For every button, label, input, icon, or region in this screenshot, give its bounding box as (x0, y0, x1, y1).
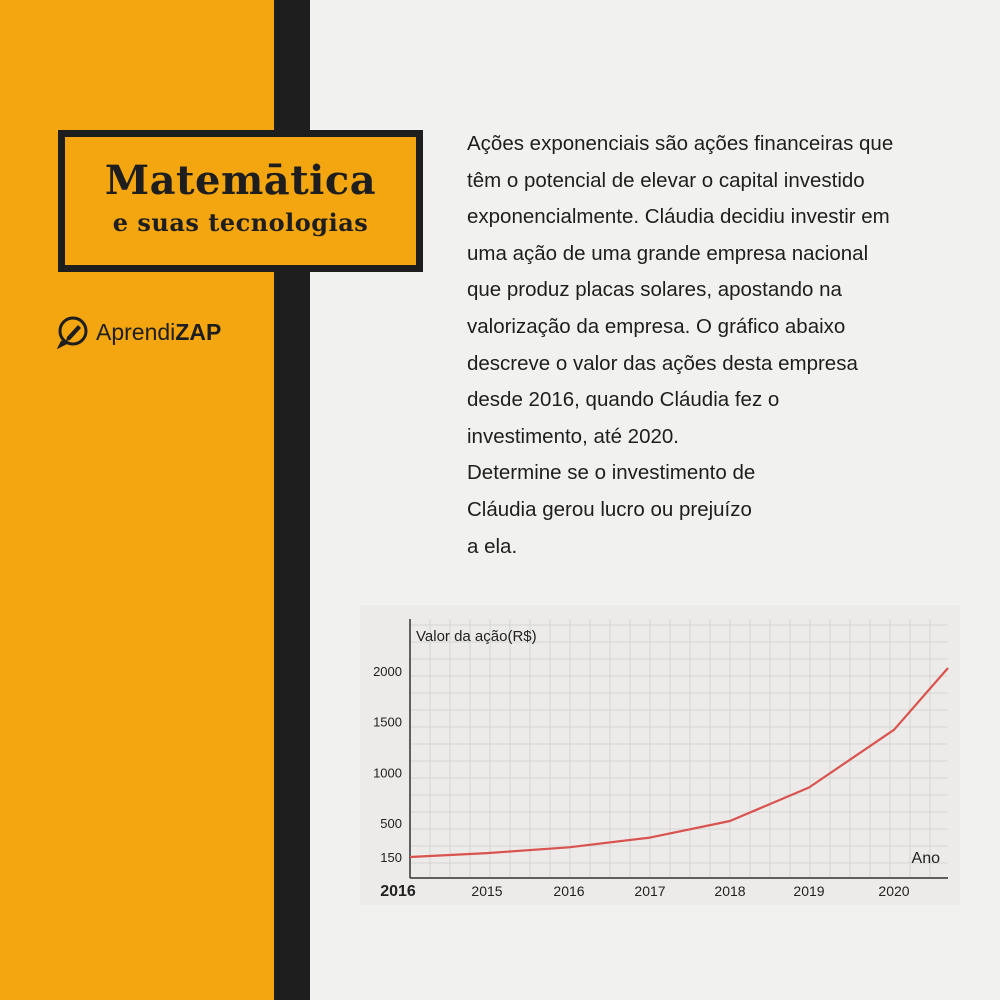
question-line: desde 2016, quando Cláudia fez o (467, 388, 780, 412)
question-line: investimento, até 2020. (467, 424, 679, 448)
x-tick-label: 2017 (634, 883, 666, 899)
x-axis-label: Ano (911, 850, 940, 867)
question-line: a ela. (467, 534, 518, 558)
question-line: exponencialmente. Cláudia decidiu investir em (467, 205, 890, 229)
question-line: Cláudia gerou lucro ou prejuízo (467, 497, 752, 521)
y-tick-label: 500 (380, 816, 402, 831)
x-tick-label: 2019 (793, 883, 825, 899)
subject-title-box (58, 130, 423, 272)
y-tick-label: 2000 (373, 664, 402, 679)
question-line: descreve o valor das ações desta empresa (467, 351, 858, 375)
x-tick-label: 2015 (471, 883, 503, 899)
y-tick-label: 1500 (373, 714, 402, 730)
x-tick-label: 2018 (714, 883, 746, 899)
question-line: valorização da empresa. O gráfico abaixo (467, 314, 846, 338)
x-tick-label: 2016 (553, 883, 585, 899)
y-tick-label: 1000 (373, 765, 402, 781)
x-tick-label: 2016 (380, 883, 416, 900)
question-line: têm o potencial de elevar o capital investido (467, 168, 865, 192)
x-tick-label: 2020 (878, 883, 910, 899)
y-axis-label: Valor da ação(R$) (416, 628, 537, 645)
question-text (467, 126, 977, 565)
logo-text: AprendiZAP (96, 318, 222, 345)
question-line: Determine se o investimento de (467, 461, 756, 485)
question-line: uma ação de uma grande empresa nacional (467, 241, 869, 265)
value-chart (360, 605, 960, 905)
question-line: Ações exponenciais são ações financeiras que (467, 132, 894, 155)
aprendizap-logo (56, 315, 221, 349)
chart-svg (360, 605, 960, 905)
question-line: que produz placas solares, apostando na (467, 278, 842, 302)
subject-subtitle: e suas tecnologias (112, 208, 369, 237)
subject-title: Matemātica (104, 157, 377, 204)
pencil-speech-bubble-icon (56, 315, 90, 349)
y-tick-label: 150 (380, 850, 402, 865)
